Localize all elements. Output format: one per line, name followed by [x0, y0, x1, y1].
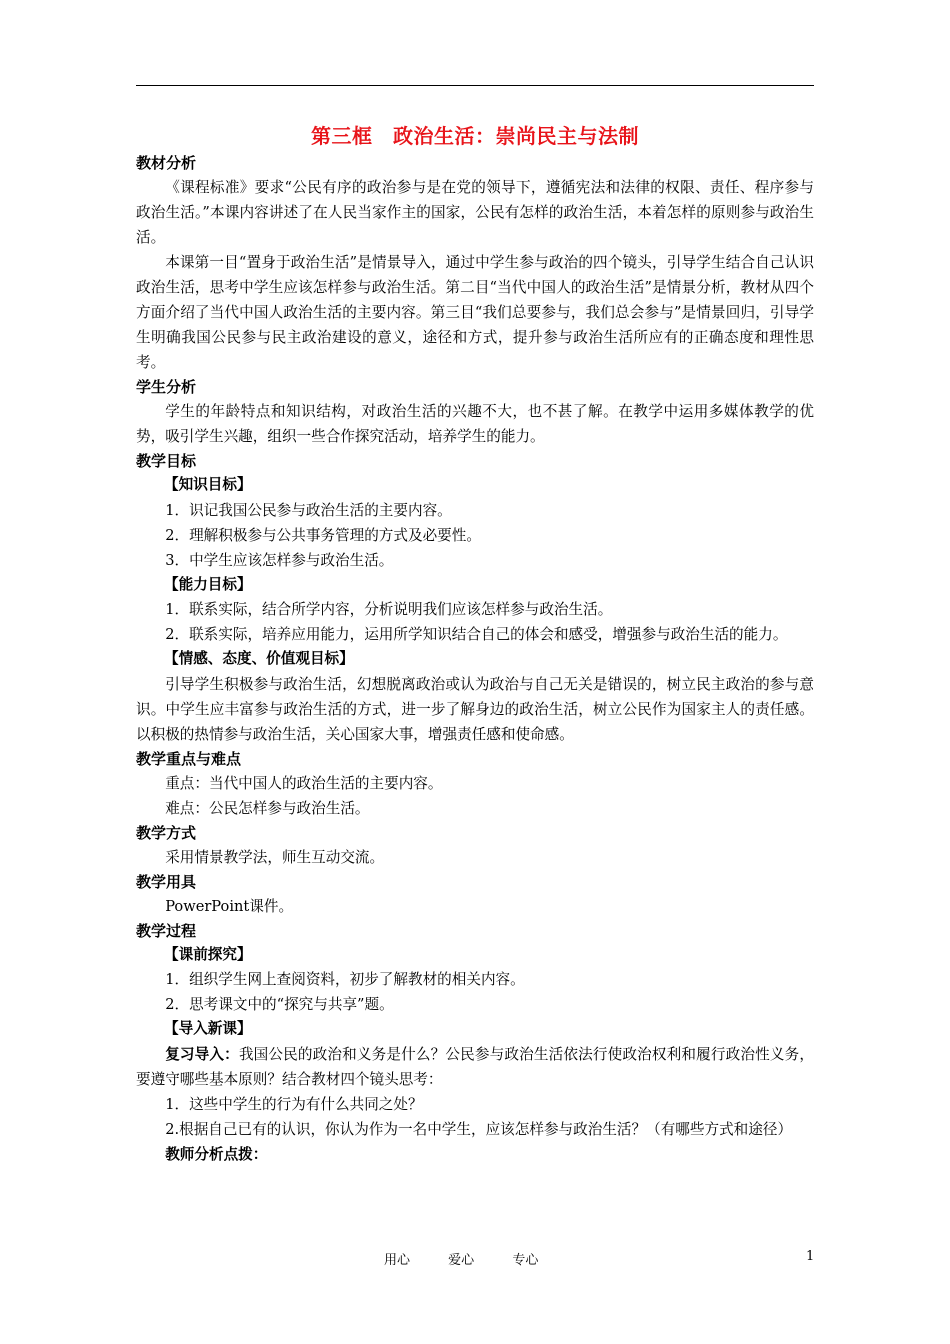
- section-heading-teaching-method: 教学方式: [136, 823, 197, 842]
- footer-motto-1: 用心: [384, 1253, 411, 1268]
- paragraph: PowerPoint课件。: [165, 897, 294, 915]
- list-item: 2．联系实际，培养应用能力，运用所学知识结合自己的体会和感受，增强参与政治生活的能力。: [165, 626, 788, 643]
- list-item: 3．中学生应该怎样参与政治生活。: [165, 551, 394, 569]
- footer-motto-3: 专心: [512, 1253, 539, 1268]
- footer-motto: [384, 1249, 572, 1268]
- list-item: 2.根据自己已有的认识，你认为作为一名中学生，应该怎样参与政治生活？（有哪些方式和途径）: [165, 1120, 793, 1138]
- subheading-emotion-goals: 【情感、态度、价值观目标】: [164, 650, 354, 667]
- paragraph: 本课第一目“置身于政治生活”是情景导入，通过中学生参与政治的四个镜头，引导学生结合自己认识政治生活，思考中学生应该怎样参与政治生活。第二目“当代中国人的政治生活”是情景分析，教材从四个方面介绍了当代中国人政治生活的主要内容。第三目“我们总要参与，我们总会参与”是情景回归，引导学生明确我国公民参与民主政治建设的意义，途径和方式，提升参与政治生活所应有的正确态度和理性思考。: [136, 254, 814, 371]
- list-item: 1．组织学生网上查阅资料，初步了解教材的相关内容。: [165, 971, 525, 988]
- list-item: 2．理解积极参与公共事务管理的方式及必要性。: [165, 526, 481, 544]
- section-heading-teaching-process: 教学过程: [136, 921, 197, 940]
- paragraph: 《课程标准》要求“公民有序的政治参与是在党的领导下，遵循宪法和法律的权限、责任、程序参与政治生活。”本课内容讲述了在人民当家作主的国家，公民有怎样的政治生活，本着怎样的原则参与政治生活。: [136, 179, 814, 246]
- document-body: [136, 122, 814, 1167]
- paragraph: 难点：公民怎样参与政治生活。: [165, 799, 370, 817]
- subheading-ability-goals: 【能力目标】: [164, 575, 252, 593]
- section-heading-teaching-goals: 教学目标: [136, 452, 197, 470]
- subheading-introduction: 【导入新课】: [164, 1020, 252, 1037]
- paragraph: 重点：当代中国人的政治生活的主要内容。: [165, 774, 443, 792]
- paragraph: 引导学生积极参与政治生活，幻想脱离政治或认为政治与自己无关是错误的，树立民主政治的参与意识。中学生应丰富参与政治生活的方式，进一步了解身边的政治生活，树立公民作为国家主人的责任感。以积极的热情参与政治生活，关心国家大事，增强责任感和使命感。: [136, 675, 814, 743]
- review-text: 我国公民的政治和义务是什么？公民参与政治生活依法行使政治权利和履行政治性义务，要遵守哪些基本原则？结合教材四个镜头思考：: [136, 1045, 814, 1088]
- header-rule: [136, 85, 814, 86]
- list-item: 1．识记我国公民参与政治生活的主要内容。: [165, 501, 452, 519]
- section-heading-teaching-tools: 教学用具: [136, 872, 197, 891]
- section-heading-textbook-analysis: 教材分析: [136, 154, 197, 172]
- paragraph: 学生的年龄特点和知识结构，对政治生活的兴趣不大，也不甚了解。在教学中运用多媒体教学的优势，吸引学生兴趣，组织一些合作探究活动，培养学生的能力。: [136, 403, 814, 445]
- subheading-knowledge-goals: 【知识目标】: [164, 476, 252, 493]
- page-number: 1: [806, 1249, 815, 1264]
- section-heading-student-analysis: 学生分析: [136, 378, 197, 396]
- subheading-pre-class: 【课前探究】: [164, 945, 252, 963]
- review-lead: 复习导入：: [165, 1045, 239, 1063]
- teacher-analysis-label: 教师分析点拨：: [165, 1145, 268, 1163]
- section-heading-key-points: 教学重点与难点: [136, 749, 242, 768]
- paragraph-review: [136, 1042, 814, 1092]
- list-item: 2．思考课文中的“探究与共享”题。: [165, 996, 394, 1013]
- footer-motto-2: 爱心: [448, 1253, 475, 1268]
- list-item: 1．这些中学生的行为有什么共同之处？: [165, 1095, 423, 1113]
- paragraph: 采用情景教学法，师生互动交流。: [165, 848, 385, 866]
- document-title: 第三框 政治生活：崇尚民主与法制: [311, 124, 639, 148]
- list-item: 1．联系实际，结合所学内容，分析说明我们应该怎样参与政治生活。: [165, 601, 613, 618]
